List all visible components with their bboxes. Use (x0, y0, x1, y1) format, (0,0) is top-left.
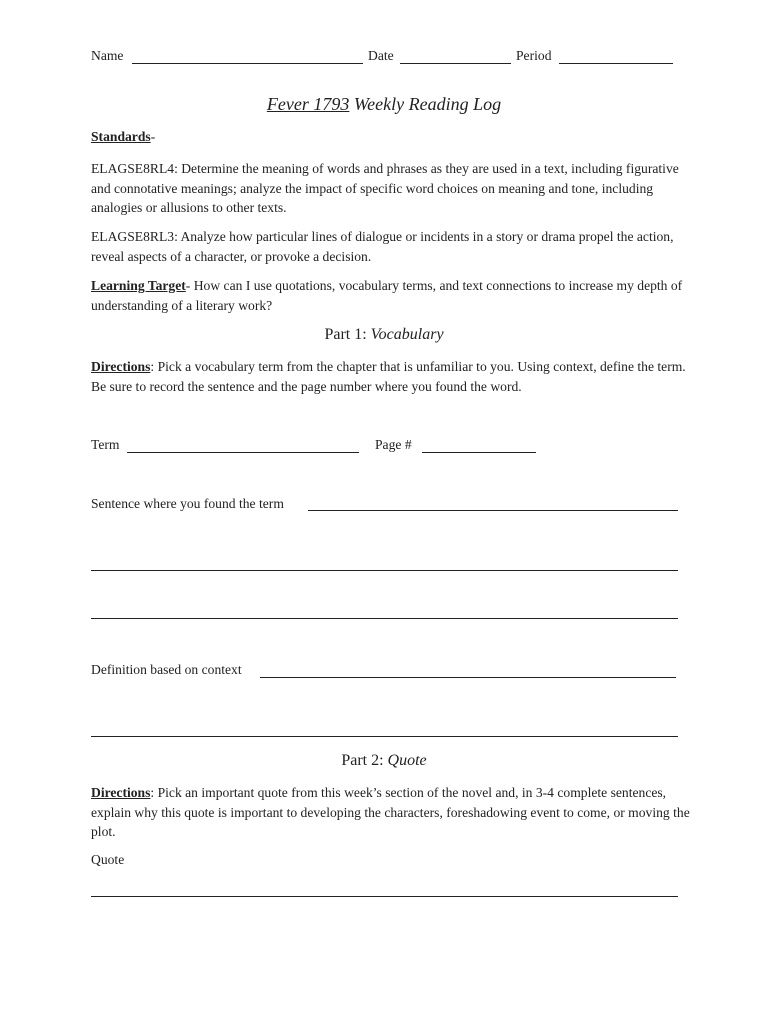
definition-field-line-2[interactable] (91, 736, 678, 737)
date-label: Date (368, 48, 394, 63)
term-label: Term (91, 437, 120, 452)
page-number-label: Page # (375, 437, 412, 452)
name-label: Name (91, 48, 124, 63)
book-title: Fever 1793 (266, 94, 350, 114)
page-number-field[interactable] (422, 452, 536, 453)
date-field[interactable] (400, 63, 511, 64)
part1-directions: Directions: Pick a vocabulary term from the chapter that is unfamiliar to you. Using context, define the term. Be sure to record the sentence and the page number where you found the word. (91, 359, 686, 394)
definition-label: Definition based on context (91, 662, 242, 677)
standard-rl4: ELAGSE8RL4: Determine the meaning of words and phrases as they are used in a text, including figurative and connotative meanings; analyze the impact of specific word choices on meaning and tone, including analogies or allusions to other texts. (91, 161, 679, 215)
standard-rl3: ELAGSE8RL3: Analyze how particular lines of dialogue or incidents in a story or drama propel the action, reveal aspects of a character, or provoke a decision. (91, 229, 674, 264)
sentence-field-line-2[interactable] (91, 570, 678, 571)
term-field[interactable] (127, 452, 359, 453)
part2-heading: Part 2: Quote (341, 752, 427, 769)
page-title (0, 94, 768, 115)
title-rest: Weekly Reading Log (349, 94, 502, 114)
sentence-label: Sentence where you found the term (91, 496, 284, 511)
sentence-field[interactable] (308, 510, 678, 511)
period-field[interactable] (559, 63, 673, 64)
sentence-field-line-3[interactable] (91, 618, 678, 619)
period-label: Period (516, 48, 552, 63)
definition-field[interactable] (260, 677, 676, 678)
standards-heading: Standards- (91, 129, 156, 144)
part2-directions: Directions: Pick an important quote from this week’s section of the novel and, in 3-4 complete sentences, explain why this quote is important to developing the characters, foreshadowing event to come, or moving the plot. (91, 785, 690, 839)
quote-label: Quote (91, 852, 125, 867)
learning-target: Learning Target- How can I use quotations, vocabulary terms, and text connections to increase my depth of understanding of a literary work? (91, 278, 683, 313)
part1-heading: Part 1: Vocabulary (324, 326, 444, 343)
name-field[interactable] (132, 63, 363, 64)
quote-field[interactable] (91, 896, 678, 897)
